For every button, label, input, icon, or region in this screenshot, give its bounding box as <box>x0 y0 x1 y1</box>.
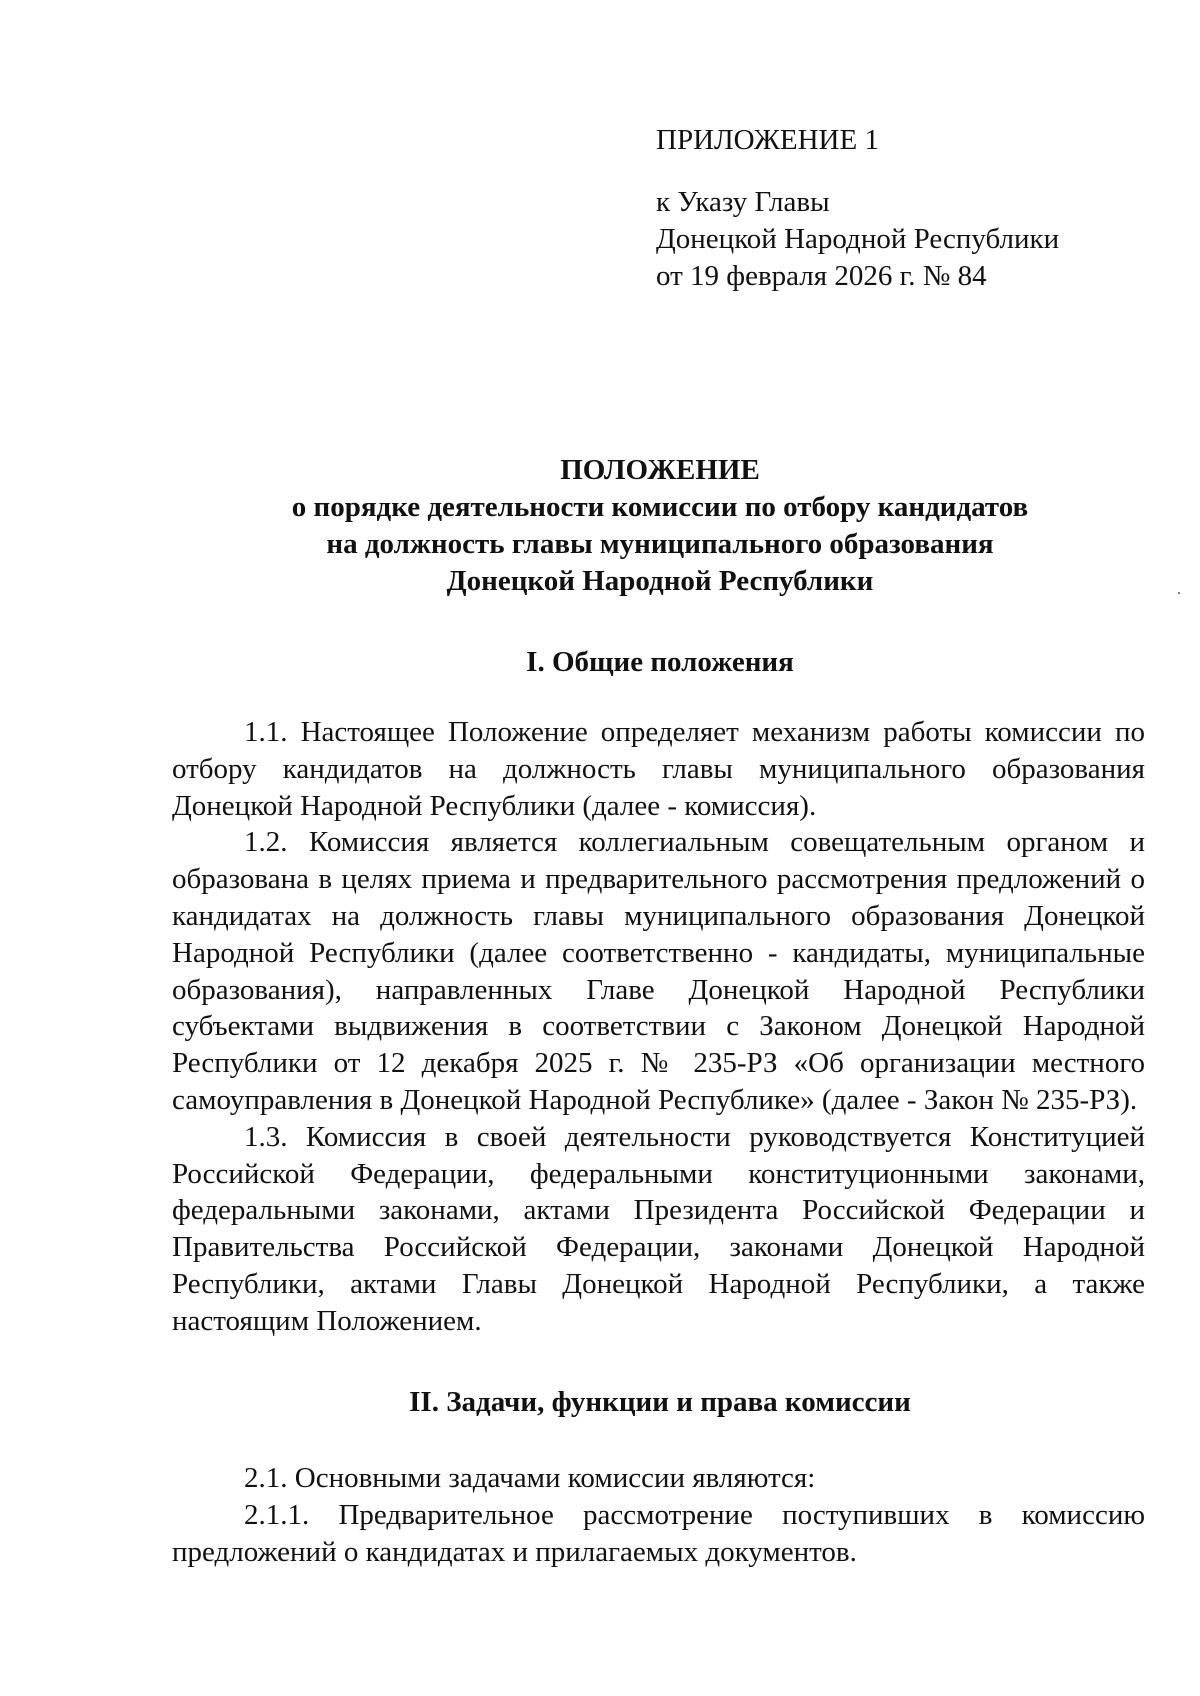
attachment-block <box>656 122 1156 295</box>
paragraph-2-1-1: 2.1.1. Предварительное рассмотрение поступивших в комиссию предложений о кандидатах и прилагаемых документов. <box>172 1498 1145 1568</box>
section-1-heading: I. Общие положения <box>526 646 794 678</box>
document-title <box>160 452 1160 600</box>
section-2-body <box>172 1460 1145 1570</box>
section-1-body <box>172 714 1145 1340</box>
paragraph-1-3: 1.3. Комиссия в своей деятельности руководствуется Конституцией Российской Федерации, федеральными конституционными законами, федеральными законами, актами Президента Российской Федерации и Правительства Российской Федерации, законами Донецкой Народной Республики, актами Главы Донецкой Народной Республики, а также настоящим Положением. <box>172 1120 1145 1337</box>
title-main: ПОЛОЖЕНИЕ <box>560 454 760 486</box>
scan-artifact-dot <box>1178 592 1180 594</box>
title-subtitle-3: Донецкой Народной Республики <box>446 565 874 597</box>
attachment-label: ПРИЛОЖЕНИЕ 1 <box>656 124 879 156</box>
attachment-line-1: к Указу Главы <box>656 186 830 218</box>
paragraph-1-1: 1.1. Настоящее Положение определяет механизм работы комиссии по отбору кандидатов на должность главы муниципального образования Донецкой Народной Республики (далее - комиссия). <box>172 716 1145 822</box>
paragraph-1-2: 1.2. Комиссия является коллегиальным совещательным органом и образована в целях приема и предварительного рассмотрения предложений о кандидатах на должность главы муниципального образования Донецкой Народной Республики (далее соответственно - кандидаты, муниципальные образования), направленных Главе Донецкой Народной Республики субъектами выдвижения в соответствии с Законом Донецкой Народной Республики от 12 декабря 2025 г. № 235-РЗ «Об организации местного самоуправления в Донецкой Народной Республике» (далее - Закон № 235-РЗ). <box>172 826 1145 1116</box>
title-subtitle-2: на должность главы муниципального образования <box>326 528 994 560</box>
section-2-heading: II. Задачи, функции и права комиссии <box>409 1386 911 1418</box>
title-subtitle-1: о порядке деятельности комиссии по отбору кандидатов <box>291 491 1029 523</box>
paragraph-2-1: 2.1. Основными задачами комиссии являются: <box>244 1462 816 1494</box>
attachment-line-2: Донецкой Народной Республики <box>656 223 1060 255</box>
attachment-line-3: от 19 февраля 2026 г. № 84 <box>656 260 987 292</box>
